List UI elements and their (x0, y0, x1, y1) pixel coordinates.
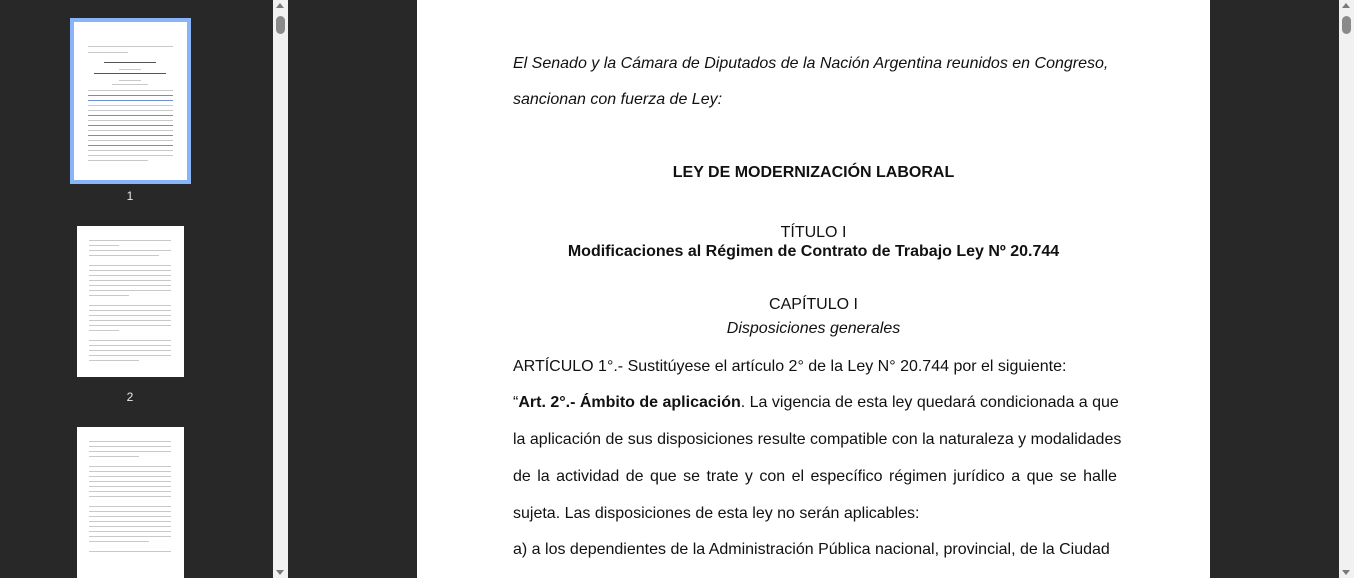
preamble-line: El Senado y la Cámara de Diputados de la Nación Argentina reunidos en Congreso, (513, 55, 1109, 72)
main-scrollbar[interactable] (1339, 0, 1354, 578)
opening-quote: “ (513, 394, 519, 411)
law-title: LEY DE MODERNIZACIÓN LABORAL (672, 164, 955, 181)
sidebar-scrollbar[interactable] (273, 0, 288, 578)
scroll-up-arrow-icon[interactable] (276, 3, 284, 8)
articulo-1: ARTÍCULO 1°.- Sustitúyese el artículo 2° de la Ley N° 20.744 por el siguiente: (513, 358, 1067, 375)
titulo-subtitle: Modificaciones al Régimen de Contrato de Trabajo Ley Nº 20.744 (567, 243, 1060, 260)
thumbnail-page-3[interactable] (77, 427, 184, 578)
scroll-up-arrow-icon[interactable] (1342, 3, 1350, 8)
thumbnail-page-2[interactable] (77, 226, 184, 377)
thumbnail-page-1[interactable] (74, 22, 187, 180)
art2-line: de la actividad de que se trate y con el específico régimen jurídico a que se halle (513, 468, 1117, 485)
capitulo-heading: CAPÍTULO I (769, 296, 858, 313)
art2-line: sujeta. Las disposiciones de esta ley no serán aplicables: (513, 505, 920, 522)
art2-heading: Art. 2°.- Ámbito de aplicación (518, 394, 741, 411)
scroll-down-arrow-icon[interactable] (276, 570, 284, 575)
titulo-heading: TÍTULO I (780, 224, 847, 241)
art2-first-line (513, 393, 1119, 413)
thumbnail-page-number: 1 (126, 189, 134, 203)
art2-line: la aplicación de sus disposiciones resulte compatible con la naturaleza y modalidades (513, 431, 1122, 448)
art2-line: a) a los dependientes de la Administración Pública nacional, provincial, de la Ciudad (513, 541, 1110, 558)
capitulo-subtitle: Disposiciones generales (726, 320, 901, 337)
preamble-line: sancionan con fuerza de Ley: (513, 91, 723, 108)
main-scroll-thumb[interactable] (1342, 16, 1351, 34)
thumbnail-sidebar[interactable] (0, 0, 273, 578)
sidebar-scroll-thumb[interactable] (276, 16, 285, 34)
scroll-down-arrow-icon[interactable] (1342, 570, 1350, 575)
art2-line1-rest: . La vigencia de esta ley quedará condicionada a que (740, 394, 1119, 411)
document-page (417, 0, 1210, 578)
thumbnail-page-number: 2 (126, 390, 134, 404)
